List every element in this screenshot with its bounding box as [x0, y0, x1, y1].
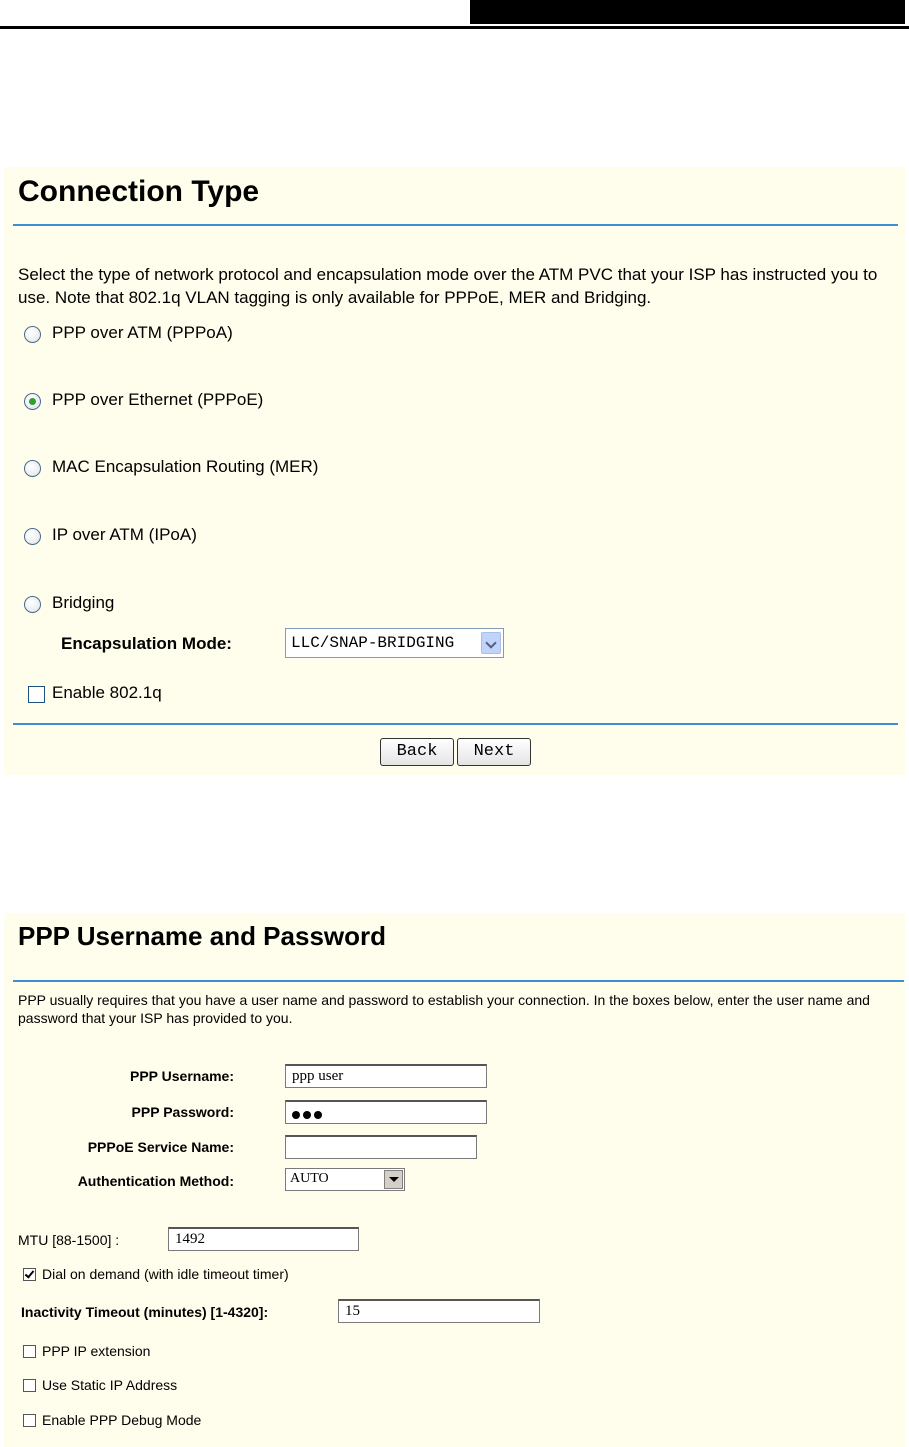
radio-pppoa[interactable]: [24, 326, 41, 343]
authentication-method-label: Authentication Method:: [77, 1173, 234, 1189]
encapsulation-mode-value: LLC/SNAP-BRIDGING: [291, 634, 455, 652]
radio-mer-label[interactable]: MAC Encapsulation Routing (MER): [52, 457, 319, 476]
page-header-bar: [470, 0, 905, 24]
connection-type-title: Connection Type: [18, 175, 260, 208]
connection-type-description: Select the type of network protocol and encapsulation mode over the ATM PVC that your ISP has instructed you to use. Note that 802.1q VLAN tagging is only available for PPPoE, MER and Bridging.: [18, 265, 878, 307]
radio-pppoe[interactable]: [24, 393, 41, 410]
ppp-ip-extension-label[interactable]: PPP IP extension: [42, 1343, 151, 1359]
radio-ipoa[interactable]: [24, 528, 41, 545]
inactivity-timeout-label: Inactivity Timeout (minutes) [1-4320]:: [21, 1304, 269, 1320]
ppp-debug-mode-checkbox[interactable]: [23, 1414, 36, 1427]
ppp-password-label: PPP Password:: [131, 1104, 234, 1120]
back-button[interactable]: Back: [380, 738, 454, 766]
ppp-title-divider: [13, 980, 904, 982]
ppp-debug-mode-label[interactable]: Enable PPP Debug Mode: [42, 1412, 202, 1428]
inactivity-timeout-input[interactable]: 15: [338, 1299, 540, 1323]
radio-mer[interactable]: [24, 460, 41, 477]
footer-divider: [13, 723, 898, 725]
radio-pppoe-label[interactable]: PPP over Ethernet (PPPoE): [52, 390, 264, 409]
enable-8021q-label[interactable]: Enable 802.1q: [52, 683, 162, 702]
ppp-username-input[interactable]: ppp user: [285, 1064, 487, 1088]
use-static-ip-checkbox[interactable]: [23, 1379, 36, 1392]
pppoe-service-name-input[interactable]: [285, 1135, 477, 1159]
dial-on-demand-label[interactable]: Dial on demand (with idle timeout timer): [42, 1266, 289, 1282]
pppoe-service-name-label: PPPoE Service Name:: [87, 1139, 234, 1155]
authentication-method-select[interactable]: [285, 1168, 405, 1191]
password-mask-dot: [314, 1111, 322, 1119]
radio-bridging-label[interactable]: Bridging: [52, 593, 115, 612]
chevron-down-icon[interactable]: [481, 632, 501, 654]
radio-ipoa-label[interactable]: IP over ATM (IPoA): [52, 525, 197, 544]
ppp-title: PPP Username and Password: [18, 921, 387, 951]
dropdown-arrow-icon[interactable]: [384, 1170, 403, 1189]
encapsulation-mode-select[interactable]: [285, 628, 504, 658]
authentication-method-value: AUTO: [290, 1171, 329, 1186]
radio-bridging[interactable]: [24, 596, 41, 613]
ppp-username-label: PPP Username:: [129, 1068, 234, 1084]
ppp-description: PPP usually requires that you have a user name and password to establish your connection. In the boxes below, enter the user name and password that your ISP has provided to you.: [18, 992, 870, 1026]
next-button[interactable]: Next: [457, 738, 531, 766]
title-divider: [13, 224, 898, 226]
ppp-ip-extension-checkbox[interactable]: [23, 1345, 36, 1358]
password-mask-dot: [292, 1111, 300, 1119]
enable-8021q-checkbox[interactable]: [28, 686, 45, 703]
radio-pppoa-label[interactable]: PPP over ATM (PPPoA): [52, 323, 233, 342]
mtu-label: MTU [88-1500] :: [18, 1232, 120, 1248]
encapsulation-mode-label: Encapsulation Mode:: [61, 634, 232, 653]
ppp-password-input[interactable]: [285, 1100, 487, 1124]
page-header-rule: [0, 26, 909, 29]
password-mask-dot: [303, 1111, 311, 1119]
mtu-input[interactable]: 1492: [168, 1227, 359, 1251]
use-static-ip-label[interactable]: Use Static IP Address: [42, 1377, 178, 1393]
dial-on-demand-checkbox[interactable]: [23, 1268, 36, 1281]
